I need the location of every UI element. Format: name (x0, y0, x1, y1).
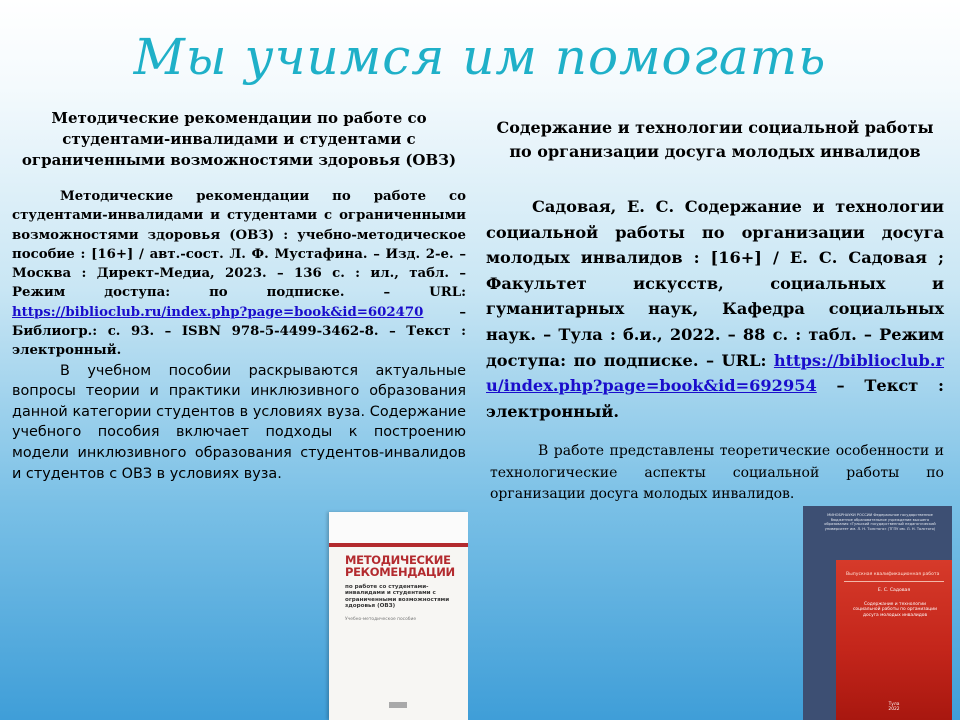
left-book-cover (329, 512, 468, 720)
cover-red-stripe (329, 543, 468, 547)
left-book-description: В учебном пособии раскрываются актуальные вопросы теории и практики инклюзивного образования данной категории студентов в условиях вуза. Содержание учебного пособия включает подходы к построению модели инклюзивного образования студентов-инвалидов и студентов с ОВЗ в условиях вуза. (12, 362, 466, 482)
cover-red-panel (836, 560, 952, 720)
right-book-section (486, 116, 944, 506)
cover-top-band (329, 512, 468, 543)
cover-title: Содержание и технологии социальной работы по организации досуга молодых инвалидов (853, 602, 937, 618)
right-book-link[interactable]: https://biblioclub.ru/index.php?page=book&id=692954 (486, 350, 944, 396)
cover-type: Учебно-методическое пособие (345, 617, 417, 622)
left-book-heading: Методические рекомендации по работе со студентами-инвалидами и студентами с ограниченными возможностями здоровья (ОВЗ) (21, 109, 457, 169)
right-citation-text: Садовая, Е. С. Содержание и технологии социальной работы по организации досуга молодых инвалидов : [16+] / Е. С. Садовая ; Факультет искусств, социальных и гуманитарных наук, Кафедра социальных наук. – Тула : б.и., 2022. – 88 с. : табл. – Режим доступа: по подписке. – URL: (486, 197, 944, 370)
cover-header: МИНОБРНАУКИ РОССИИ Федеральное государственное бюджетное образовательное учреждение высшего образования «Тульский государственный педагогический университет им. Л. Н. Толстого» (ТГПУ им. Л. Н. Толстого) (824, 513, 936, 531)
right-citation-tail: – Текст : электронный. (486, 376, 944, 421)
left-book-link[interactable]: https://biblioclub.ru/index.php?page=book&id=602470 (12, 304, 424, 320)
left-book-section (12, 108, 466, 484)
right-book-cover (803, 506, 952, 720)
publisher-logo-icon (389, 702, 407, 708)
left-book-citation (12, 187, 466, 361)
right-book-citation (486, 194, 944, 424)
right-book-heading: Содержание и технологии социальной работы по организации досуга молодых инвалидов (496, 118, 934, 161)
cover-title: МЕТОДИЧЕСКИЕ РЕКОМЕНДАЦИИ (345, 553, 455, 579)
cover-divider (844, 581, 944, 582)
right-book-description: В работе представлены теоретические особенности и технологические аспекты социальной работы по организации досуга молодых инвалидов. (490, 443, 944, 503)
cover-imprint (836, 702, 952, 712)
cover-city: Тула (888, 702, 900, 707)
cover-year: 2022 (888, 707, 900, 713)
left-citation-tail: – Библиогр.: с. 93. – ISBN 978-5-4499-3462-8. – Текст : электронный. (12, 304, 466, 359)
cover-subtitle: по работе со студентами-инвалидами и студентами с ограниченными возможностями здоровья (ОВЗ) (345, 584, 450, 610)
cover-author: Е. С. Садовая (877, 588, 911, 593)
left-citation-text: Методические рекомендации по работе со студентами-инвалидами и студентами с ограниченными возможностями здоровья (ОВЗ) : учебно-методическое пособие : [16+] / авт.-сост. Л. Ф. Мустафина. – Изд. 2-е. – Москва : Директ-Медиа, 2023. – 136 с. : ил., табл. – Режим доступа: по подписке. – URL: (12, 189, 466, 301)
page-title: Мы учимся им помогать (133, 28, 827, 86)
cover-type: Выпускная квалификационная работа (846, 572, 940, 577)
